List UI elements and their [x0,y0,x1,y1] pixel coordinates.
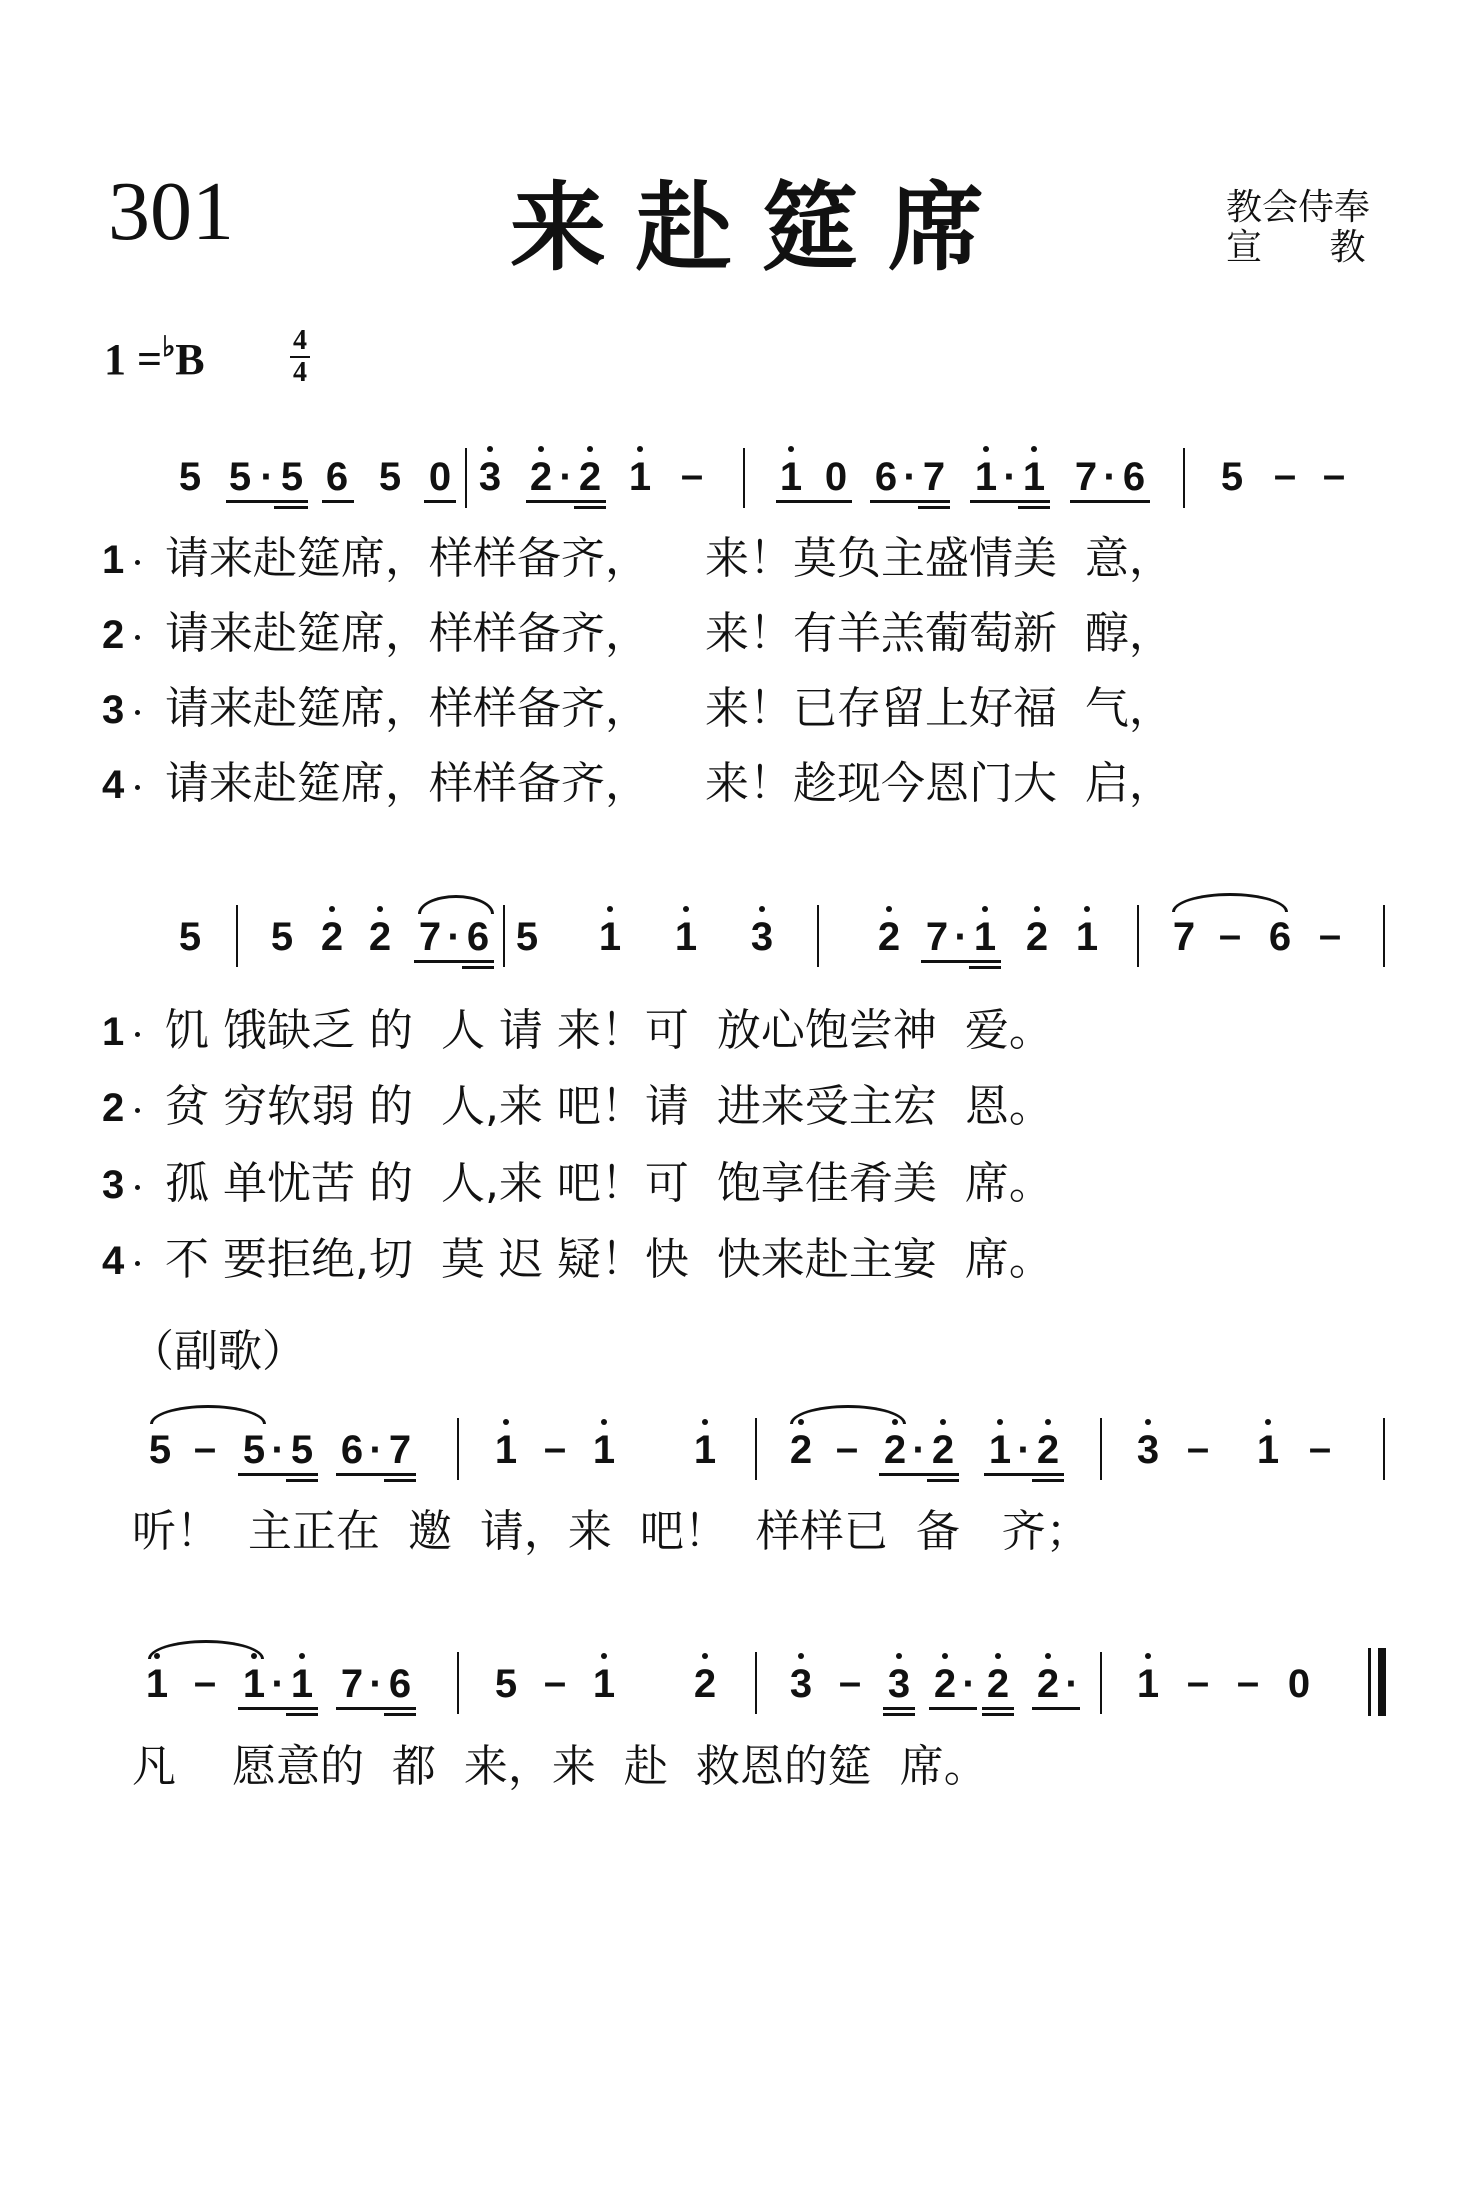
note: 1 [598,915,622,959]
note: 2 [320,915,344,959]
note: 1 [1256,1428,1280,1472]
note: 6 [874,455,898,499]
underline [982,1713,1014,1716]
bar-line [465,448,467,508]
high-dot [377,906,383,912]
note: 6 [466,915,490,959]
dot-separator: · [271,1428,285,1472]
verse-number: 1 [102,538,125,582]
verse-dot [135,560,140,565]
note: 3 [887,1662,911,1706]
note: 2 [883,1428,907,1472]
slur [418,895,494,914]
verse-number: 2 [102,613,125,657]
note: 2 [789,1428,813,1472]
slur [150,1405,266,1424]
verse-lyric: 贫 穷软弱 的 人,来 吧！请 进来受主宏 恩。 [165,1081,1053,1132]
bar-line [755,1652,757,1714]
note: 1 [628,455,652,499]
high-dot [1145,1653,1151,1659]
note: 3 [1136,1428,1160,1472]
slur [148,1640,264,1659]
note: 1 [145,1662,169,1706]
high-dot [1031,446,1037,452]
underline [927,1479,959,1482]
underline [526,500,606,503]
note: 2 [933,1662,957,1706]
note: 5 [178,455,202,499]
high-dot [1045,1653,1051,1659]
note: 1 [242,1662,266,1706]
time-sig-top: 4 [293,325,307,356]
note: 7 [418,915,442,959]
bar-line [1183,448,1185,508]
final-bar-thick [1378,1648,1386,1716]
chorus-lyric-1: 听！ 主正在 邀 请，来 吧！ 样样已 备 齐； [132,1506,1090,1557]
dash: – [680,453,704,497]
high-dot [587,446,593,452]
high-dot [942,1653,948,1659]
high-dot [1045,1419,1051,1425]
note: 6 [325,455,349,499]
dash: – [543,1426,567,1470]
chorus-lyric-2: 凡 愿意的 都 来，来 赴 救恩的筵 席。 [132,1741,988,1792]
high-dot [886,906,892,912]
underline [322,500,354,503]
dash: – [1308,1426,1332,1470]
verse-number: 2 [102,1086,125,1130]
note: 6 [340,1428,364,1472]
bar-line [503,905,505,967]
note: 6 [1122,455,1146,499]
bar-line [1100,1652,1102,1714]
high-dot [995,1653,1001,1659]
underline [238,1473,318,1476]
note: 1 [674,915,698,959]
note: 7 [925,915,949,959]
verse-dot [135,1261,140,1266]
dot-separator: · [1065,1662,1079,1706]
underline [1070,500,1150,503]
note: 2 [1036,1662,1060,1706]
underline [1032,1479,1064,1482]
verse-lyric: 饥 饿缺乏 的 人 请 来！可 放心饱尝神 爱。 [165,1005,1053,1056]
underline [574,506,606,509]
time-sig-bottom: 4 [290,356,310,388]
key-signature [104,332,205,384]
note: 3 [789,1662,813,1706]
high-dot [538,446,544,452]
underline [274,506,308,509]
note: 5 [228,455,252,499]
high-dot [683,906,689,912]
bar-line [755,1418,757,1480]
bar-line [1383,905,1385,967]
high-dot [487,446,493,452]
high-dot [154,1653,160,1659]
note: 7 [388,1428,412,1472]
high-dot [702,1653,708,1659]
bar-line [1137,905,1139,967]
high-dot [759,906,765,912]
bar-line [817,905,819,967]
note: 2 [529,455,553,499]
note: 5 [280,455,304,499]
note: 1 [290,1662,314,1706]
underline [879,1473,959,1476]
credit-line-2: 宣 教 [1226,227,1366,268]
flat-sign: ♭ [162,332,176,363]
slur [790,1405,906,1424]
verse-lyric: 不 要拒绝,切 莫 迟 疑！快 快来赴主宴 席。 [165,1234,1053,1285]
note: 3 [478,455,502,499]
note: 1 [693,1428,717,1472]
high-dot [702,1419,708,1425]
dot-separator: · [1103,455,1117,499]
dash: – [1186,1426,1210,1470]
note: 6 [1268,915,1292,959]
dash: – [193,1426,217,1470]
underline [969,966,1001,969]
note: 1 [1075,915,1099,959]
underline [226,500,308,503]
underline [414,960,494,963]
dash: – [1186,1660,1210,1704]
underline [921,960,1001,963]
note: 2 [578,455,602,499]
high-dot [983,446,989,452]
note: 2 [368,915,392,959]
underline [870,500,950,503]
underline [883,1707,915,1710]
note: 5 [148,1428,172,1472]
note: 0 [1287,1662,1311,1706]
final-bar-thin [1368,1648,1371,1716]
dot-separator: · [559,455,573,499]
high-dot [601,1653,607,1659]
high-dot [329,906,335,912]
dash: – [1322,453,1346,497]
underline [918,506,950,509]
bar-line [743,448,745,508]
note: 5 [1220,455,1244,499]
high-dot [788,446,794,452]
high-dot [982,906,988,912]
underline [336,1473,416,1476]
dot-separator: · [1017,1428,1031,1472]
high-dot [1084,906,1090,912]
key-note: B [175,335,205,384]
dash: – [543,1660,567,1704]
note: 1 [1022,455,1046,499]
dot-separator: · [912,1428,926,1472]
high-dot [798,1653,804,1659]
verse-dot [135,785,140,790]
verse-lyric: 请来赴筵席，样样备齐， 来！趁现今恩门大 启， [165,758,1173,809]
high-dot [798,1419,804,1425]
dot-separator: · [271,1662,285,1706]
underline [970,500,1050,503]
underline [238,1707,318,1710]
note: 1 [592,1428,616,1472]
dot-separator: · [962,1662,976,1706]
note: 6 [388,1662,412,1706]
high-dot [503,1419,509,1425]
note: 5 [378,455,402,499]
note: 1 [973,915,997,959]
verse-number: 3 [102,688,125,732]
hymn-number: 301 [108,165,234,258]
note: 5 [515,915,539,959]
underline [1032,1707,1080,1710]
verse-number: 3 [102,1163,125,1207]
underline [929,1707,977,1710]
slur [1172,893,1288,912]
note: 1 [1136,1662,1160,1706]
dash: – [1236,1660,1260,1704]
dot-separator: · [369,1428,383,1472]
bar-line [457,1418,459,1480]
high-dot [997,1419,1003,1425]
dot-separator: · [260,455,274,499]
chorus-label: （副歌） [130,1326,306,1377]
note: 2 [986,1662,1010,1706]
note: 1 [988,1428,1012,1472]
high-dot [251,1653,257,1659]
note: 2 [693,1662,717,1706]
dash: – [1273,453,1297,497]
underline [776,500,852,503]
verse-dot [135,710,140,715]
note: 1 [592,1662,616,1706]
dash: – [835,1426,859,1470]
note: 5 [494,1662,518,1706]
verse-number: 1 [102,1010,125,1054]
dash: – [1218,913,1242,957]
high-dot [1265,1419,1271,1425]
note: 5 [178,915,202,959]
dash: – [1318,913,1342,957]
note: 7 [1172,915,1196,959]
credit-line-1: 教会侍奉 [1226,187,1371,228]
note: 3 [750,915,774,959]
underline [424,500,456,503]
dash: – [838,1660,862,1704]
verse-lyric: 孤 单忧苦 的 人,来 吧！可 饱享佳肴美 席。 [165,1158,1053,1209]
verse-lyric: 请来赴筵席，样样备齐， 来！有羊羔葡萄新 醇， [165,608,1173,659]
note: 1 [494,1428,518,1472]
bar-line [1100,1418,1102,1480]
note: 1 [974,455,998,499]
underline [336,1707,416,1710]
note: 0 [824,455,848,499]
dash: – [193,1660,217,1704]
bar-line [1383,1418,1385,1480]
dot-separator: · [369,1662,383,1706]
note: 5 [270,915,294,959]
underline [384,1713,416,1716]
verse-number: 4 [102,1239,125,1283]
dot-separator: · [447,915,461,959]
dot-separator: · [954,915,968,959]
time-signature [290,326,310,388]
verse-lyric: 请来赴筵席，样样备齐， 来！莫负主盛情美 意， [165,533,1173,584]
underline [982,1707,1014,1710]
note: 0 [428,455,452,499]
high-dot [892,1419,898,1425]
note: 7 [922,455,946,499]
high-dot [1145,1419,1151,1425]
note: 2 [1025,915,1049,959]
dot-separator: · [1003,455,1017,499]
underline [384,1479,416,1482]
note: 1 [779,455,803,499]
high-dot [940,1419,946,1425]
bar-line [236,905,238,967]
note: 2 [877,915,901,959]
underline [1018,506,1050,509]
underline [462,966,494,969]
dot-separator: · [903,455,917,499]
high-dot [1034,906,1040,912]
bar-line [457,1652,459,1714]
verse-number: 4 [102,763,125,807]
verse-lyric: 请来赴筵席，样样备齐， 来！已存留上好福 气， [165,683,1173,734]
note: 2 [1036,1428,1060,1472]
high-dot [607,906,613,912]
high-dot [299,1653,305,1659]
verse-dot [135,1108,140,1113]
verse-dot [135,1185,140,1190]
note: 2 [931,1428,955,1472]
verse-dot [135,635,140,640]
note: 5 [242,1428,266,1472]
high-dot [896,1653,902,1659]
key-prefix: 1 = [104,335,163,384]
underline [286,1479,318,1482]
underline [984,1473,1064,1476]
high-dot [601,1419,607,1425]
high-dot [637,446,643,452]
note: 5 [290,1428,314,1472]
hymn-title: 来赴筵席 [510,172,1014,284]
note: 7 [1074,455,1098,499]
note: 7 [340,1662,364,1706]
underline [286,1713,318,1716]
verse-dot [135,1032,140,1037]
underline [883,1713,915,1716]
